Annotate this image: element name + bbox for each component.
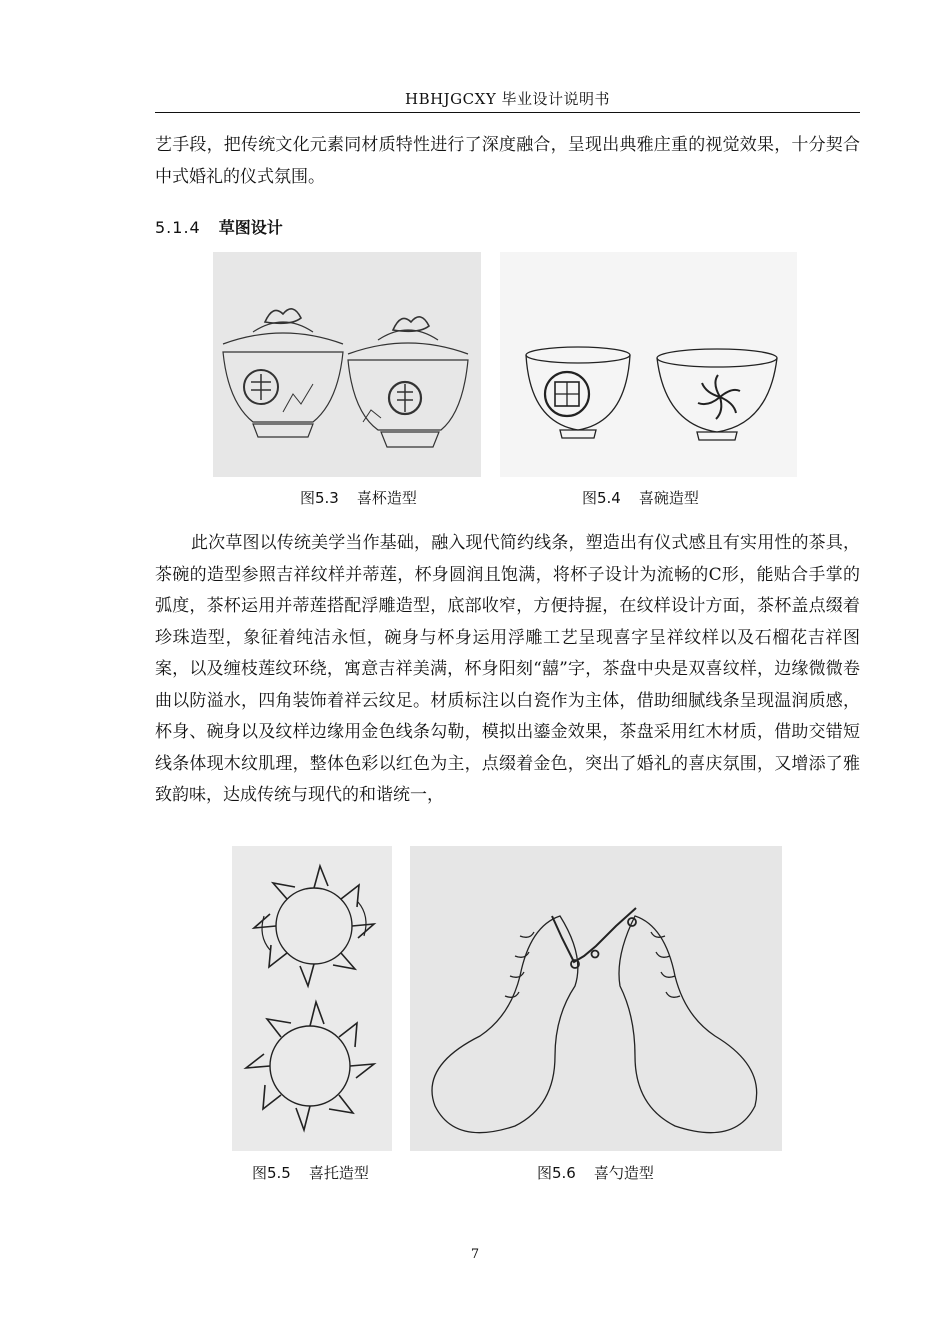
figure-number: 图5.5: [252, 1164, 291, 1182]
figure-cups-sketch: [213, 252, 481, 477]
figure-caption-5-4: [582, 487, 699, 508]
figure-number: 图5.6: [537, 1164, 576, 1182]
figure-title: 喜托造型: [308, 1164, 369, 1182]
running-header: HBHJGCXY 毕业设计说明书: [404, 90, 610, 108]
header-rule: [155, 112, 860, 113]
figure-title: 喜勺造型: [593, 1164, 654, 1182]
figure-title: 喜杯造型: [356, 489, 417, 507]
figure-caption-5-5: [252, 1162, 369, 1183]
figure-bowls-sketch: [500, 252, 797, 477]
figure-number: 图5.4: [582, 489, 621, 507]
figure-spoons-sketch: [410, 846, 782, 1151]
figure-number: 图5.3: [300, 489, 339, 507]
section-heading: [155, 215, 283, 238]
section-number: 5.1.4: [155, 218, 201, 237]
page-number: 7: [470, 1247, 480, 1262]
figure-caption-5-3: [300, 487, 417, 508]
paragraph-intro: 艺手段，把传统文化元素同材质特性进行了深度融合，呈现出典雅庄重的视觉效果，十分契合中式婚礼的仪式氛围。: [155, 135, 860, 187]
figure-title: 喜碗造型: [638, 489, 699, 507]
figure-saucers-sketch: [232, 846, 392, 1151]
figure-caption-5-6: [537, 1162, 654, 1183]
section-title: 草图设计: [218, 218, 283, 237]
paragraph-sketch-description: 此次草图以传统美学当作基础，融入现代简约线条，塑造出有仪式感且有实用性的茶具，茶碗的造型参照吉祥纹样并蒂莲，杯身圆润且饱满，将杯子设计为流畅的C形，能贴合手掌的弧度，茶杯运用并蒂莲搭配浮雕造型，底部收窄，方便持握，在纹样设计方面，茶杯盖点缀着珍珠造型，象征着纯洁永恒，碗身与杯身运用浮雕工艺呈现喜字呈祥纹样以及石榴花吉祥图案，以及缠枝莲纹环绕，寓意吉祥美满，杯身阳刻“囍”字，茶盘中央是双喜纹样，边缘微微卷曲以防溢水，四角装饰着祥云纹足。材质标注以白瓷作为主体，借助细腻线条呈现温润质感，杯身、碗身以及纹样边缘用金色线条勾勒，模拟出鎏金效果，茶盘采用红木材质，借助交错短线条体现木纹肌理，整体色彩以红色为主，点缀着金色，突出了婚礼的喜庆氛围，又增添了雅致韵味，达成传统与现代的和谐统一，: [155, 533, 860, 805]
